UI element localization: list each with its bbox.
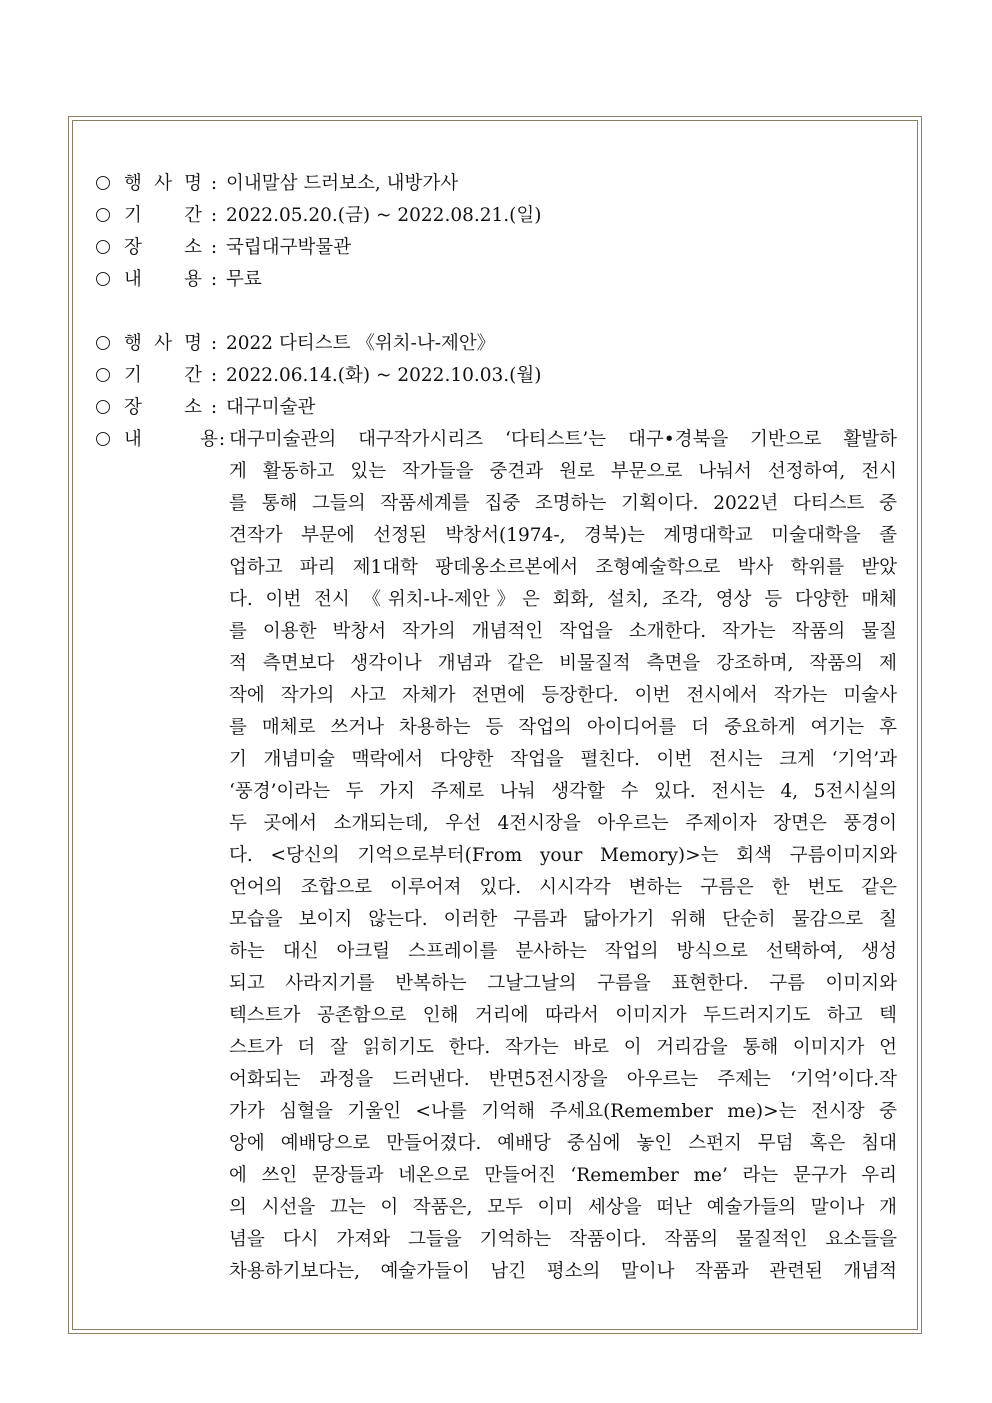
circle-bullet-icon [96, 400, 110, 414]
paragraph-line: 차용하기보다는, 예술가들이 남긴 평소의 말이나 작품과 관련된 개념적 [229, 1261, 897, 1282]
event2-period-row [94, 360, 906, 392]
paragraph-line: 대구미술관의 대구작가시리즈 ‘다티스트’는 대구•경북을 기반으로 활발하 [229, 429, 897, 450]
event1-venue-row [94, 232, 906, 264]
colon: : [210, 333, 218, 354]
event1-content-row [94, 264, 906, 296]
paragraph-line: 에 쓰인 문장들과 네온으로 만들어진 ‘Remember me’ 라는 문구가 우리 [229, 1165, 897, 1186]
content-label: 내 용 [124, 429, 218, 450]
event1-name: 이내말삼 드러보소, 내방가사 [226, 173, 459, 194]
colon: : [218, 429, 226, 450]
event2-venue-row [94, 392, 906, 424]
paragraph-line: 작에 작가의 사고 자체가 전면에 등장한다. 이번 전시에서 작가는 미술사 [229, 685, 897, 706]
name-label: 행 사 명 [124, 173, 202, 194]
venue-label: 장 소 [124, 237, 202, 258]
venue-label: 장 소 [124, 397, 202, 418]
paragraph-line: ‘풍경’이라는 두 가지 주제로 나눠 생각할 수 있다. 전시는 4, 5전시실의 [229, 781, 897, 802]
paragraph-line: 적 측면보다 생각이나 개념과 같은 비물질적 측면을 강조하며, 작품의 제 [229, 653, 897, 674]
colon: : [210, 365, 218, 386]
event2-name: 2022 다티스트 《위치-나-제안》 [226, 333, 496, 354]
paragraph-line: 어화되는 과정을 드러낸다. 반면5전시장을 아우르는 주제는 ‘기억’이다.작 [229, 1069, 897, 1090]
paragraph-line: 게 활동하고 있는 작가들을 중견과 원로 부문으로 나눠서 선정하여, 전시 [229, 461, 897, 482]
paragraph-line: 를 매체로 쓰거나 차용하는 등 작업의 아이디어를 더 중요하게 여기는 후 [229, 717, 897, 738]
colon: : [210, 173, 218, 194]
circle-bullet-icon [96, 272, 110, 286]
event1-venue: 국립대구박물관 [226, 237, 352, 258]
paragraph-line: 두 곳에서 소개되는데, 우선 4전시장을 아우르는 주제이자 장면은 풍경이 [229, 813, 897, 834]
paragraph-line: 기 개념미술 맥락에서 다양한 작업을 펼친다. 이번 전시는 크게 ‘기억’과 [229, 749, 897, 770]
paragraph-line: 앙에 예배당으로 만들어졌다. 예배당 중심에 놓인 스펀지 무덤 혹은 침대 [229, 1133, 897, 1154]
document-body [94, 168, 906, 1288]
colon: : [210, 205, 218, 226]
event2-period: 2022.06.14.(화) ~ 2022.10.03.(월) [226, 365, 542, 386]
event2-venue: 대구미술관 [226, 397, 316, 418]
paragraph-line: 를 통해 그들의 작품세계를 집중 조명하는 기획이다. 2022년 다티스트 중 [229, 493, 897, 514]
paragraph-line: 텍스트가 공존함으로 인해 거리에 따라서 이미지가 두드러지기도 하고 텍 [229, 1005, 897, 1026]
event1-period: 2022.05.20.(금) ~ 2022.08.21.(일) [226, 205, 542, 226]
event2-content-row [94, 424, 906, 1288]
event1-content: 무료 [226, 269, 262, 290]
content-head [94, 424, 229, 456]
circle-bullet-icon [96, 208, 110, 222]
content-label: 내 용 [124, 269, 202, 290]
paragraph-line: 다. 이번 전시 《위치-나-제안》은 회화, 설치, 조각, 영상 등 다양한 매체 [229, 589, 897, 610]
event1-name-row [94, 168, 906, 200]
circle-bullet-icon [96, 336, 110, 350]
name-label: 행 사 명 [124, 333, 202, 354]
circle-bullet-icon [96, 432, 110, 446]
paragraph-line: 를 이용한 박창서 작가의 개념적인 작업을 소개한다. 작가는 작품의 물질 [229, 621, 897, 642]
circle-bullet-icon [96, 368, 110, 382]
paragraph-line: 모습을 보이지 않는다. 이러한 구름과 닮아가기 위해 단순히 물감으로 칠 [229, 909, 897, 930]
paragraph-line: 다. <당신의 기억으로부터(From your Memory)>는 회색 구름이미지와 [229, 845, 897, 866]
paragraph-line: 업하고 파리 제1대학 팡데옹소르본에서 조형예술학으로 박사 학위를 받았 [229, 557, 897, 578]
paragraph-line: 되고 사라지기를 반복하는 그날그날의 구름을 표현한다. 구름 이미지와 [229, 973, 897, 994]
paragraph-line: 의 시선을 끄는 이 작품은, 모두 이미 세상을 떠난 예술가들의 말이나 개 [229, 1197, 897, 1218]
period-label: 기 간 [124, 205, 202, 226]
paragraph-line: 견작가 부문에 선정된 박창서(1974-, 경북)는 계명대학교 미술대학을 졸 [229, 525, 897, 546]
event2-content-paragraph [229, 424, 897, 1288]
event1-period-row [94, 200, 906, 232]
paragraph-line: 하는 대신 아크릴 스프레이를 분사하는 작업의 방식으로 선택하여, 생성 [229, 941, 897, 962]
spacer [94, 296, 906, 328]
colon: : [210, 397, 218, 418]
event2-name-row [94, 328, 906, 360]
circle-bullet-icon [96, 176, 110, 190]
colon: : [210, 269, 218, 290]
paragraph-line: 가가 심혈을 기울인 <나를 기억해 주세요(Remember me)>는 전시장 중 [229, 1101, 897, 1122]
paragraph-line: 념을 다시 가져와 그들을 기억하는 작품이다. 작품의 물질적인 요소들을 [229, 1229, 897, 1250]
paragraph-line: 스트가 더 잘 읽히기도 한다. 작가는 바로 이 거리감을 통해 이미지가 언 [229, 1037, 897, 1058]
paragraph-line: 언어의 조합으로 이루어져 있다. 시시각각 변하는 구름은 한 번도 같은 [229, 877, 897, 898]
circle-bullet-icon [96, 240, 110, 254]
colon: : [210, 237, 218, 258]
period-label: 기 간 [124, 365, 202, 386]
